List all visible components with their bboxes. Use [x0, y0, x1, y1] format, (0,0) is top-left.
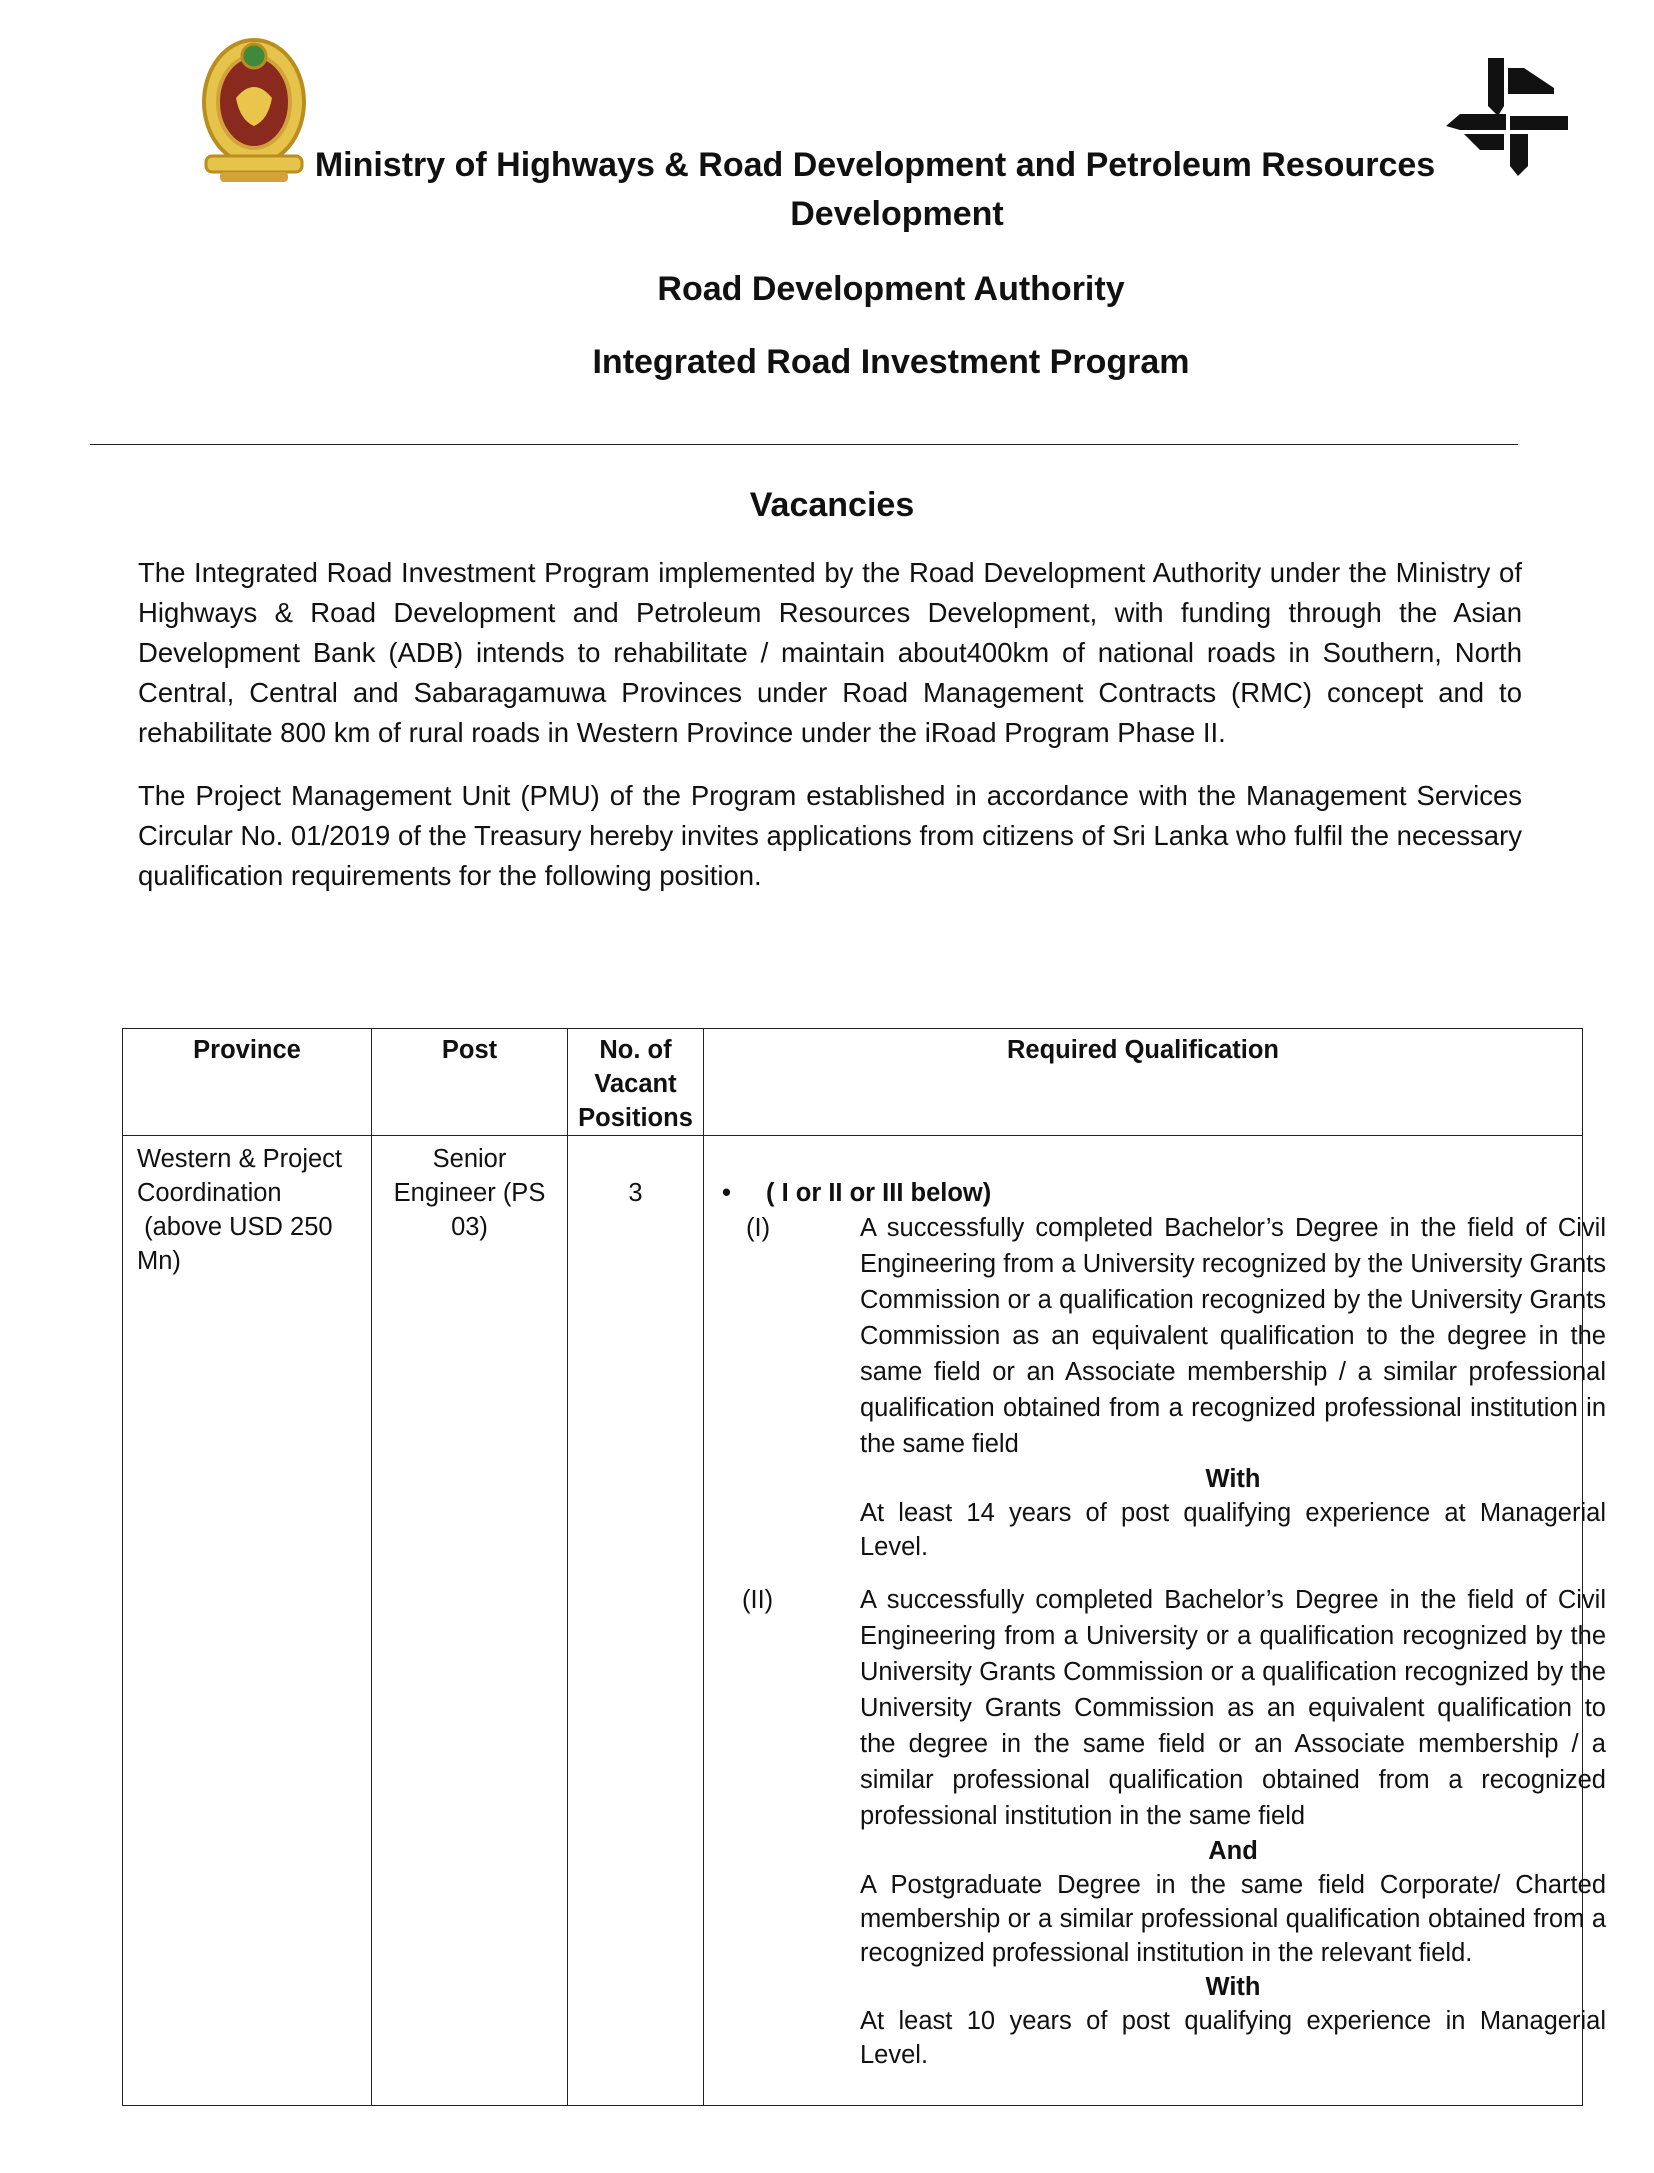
option-2-postgraduate: A Postgraduate Degree in the same field Corporate/ Charted membership or a similar professional qualification obtained from a recognized professional institution in the relevant field. [860, 1871, 1606, 1967]
bullet-dot-icon: • [722, 1179, 731, 1207]
province-line2: Coordination [137, 1179, 282, 1207]
header-qualification: Required Qualification [704, 1029, 1583, 1136]
province-line3: (above USD 250 [137, 1213, 333, 1241]
vacancy-table [122, 1028, 1606, 2106]
table-header-row [123, 1029, 1583, 1136]
pmu-paragraph: The Project Management Unit (PMU) of the Program established in accordance with the Management Services Circular No. 01/2019 of the Treasury hereby invites applications from citizens of Sri Lanka who fulfil the necessary qualification requirements for the following position. [138, 780, 1522, 891]
option-2-label: (II) [742, 1586, 774, 1614]
cell-post [372, 1136, 568, 2106]
cell-province [123, 1136, 372, 2106]
post-line2: Engineer (PS [393, 1179, 546, 1207]
post-line3: 03) [451, 1213, 488, 1241]
option-2-degree: A successfully completed Bachelor’s Degree in the field of Civil Engineering from a University or a qualification recognized by the University Grants Commission or a qualification recognized by the University Grants Commission as an equivalent qualification to the degree in the same field or an Associate membership / a similar professional qualification obtained from a recognized professional institution in the same field [860, 1586, 1606, 1830]
header-vacant-line3: Positions [578, 1104, 693, 1132]
cell-qualification [704, 1136, 1606, 2106]
option-1-degree: A successfully completed Bachelor’s Degree in the field of Civil Engineering from a University recognized by the University Grants Commission or a qualification recognized by the University Grants Commission as an equivalent qualification to the degree in the same field or an Associate membership / a similar professional qualification obtained from a recognized professional institution in the same field [860, 1214, 1606, 1458]
ministry-title-line1: Ministry of Highways & Road Development and Petroleum Resources [314, 146, 1436, 184]
ministry-title-line2: Development [790, 195, 1004, 233]
page-title: Vacancies [749, 486, 915, 524]
program-title: Integrated Road Investment Program [592, 343, 1190, 381]
option-2-connector-and: And [1208, 1837, 1258, 1865]
intro-paragraph: The Integrated Road Investment Program implemented by the Road Development Authority under the Ministry of Highways & Road Development and Petroleum Resources Development, with funding through the Asian Development Bank (ADB) intends to rehabilitate / maintain about400km of national roads in Southern, North Central, Central and Sabaragamuwa Provinces under Road Management Contracts (RMC) concept and to rehabilitate 800 km of rural roads in Western Province under the iRoad Program Phase II. [138, 557, 1522, 748]
option-1-connector: With [1205, 1465, 1261, 1493]
authority-title: Road Development Authority [657, 270, 1125, 308]
header-post: Post [372, 1029, 568, 1136]
option-1-label: (I) [746, 1214, 771, 1242]
qualification-heading: ( I or II or III below) [766, 1179, 992, 1207]
province-line1: Western & Project [137, 1145, 343, 1173]
qualification-bullet [722, 1176, 991, 1210]
province-line4: Mn) [137, 1247, 181, 1275]
option-1-experience: At least 14 years of post qualifying experience at Managerial Level. [860, 1499, 1606, 1561]
cell-vacant-count: 3 [568, 1136, 704, 2106]
header-vacant-line1: No. of [599, 1036, 672, 1064]
post-line1: Senior [432, 1145, 507, 1173]
header-vacant-line2: Vacant [594, 1070, 677, 1098]
header-vacant-positions [568, 1029, 704, 1136]
option-2-experience: At least 10 years of post qualifying experience in Managerial Level. [860, 2007, 1606, 2069]
header-divider [90, 444, 1518, 445]
header-province: Province [123, 1029, 372, 1136]
table-row [123, 1136, 1583, 2106]
option-2-connector-with: With [1205, 1973, 1261, 2001]
